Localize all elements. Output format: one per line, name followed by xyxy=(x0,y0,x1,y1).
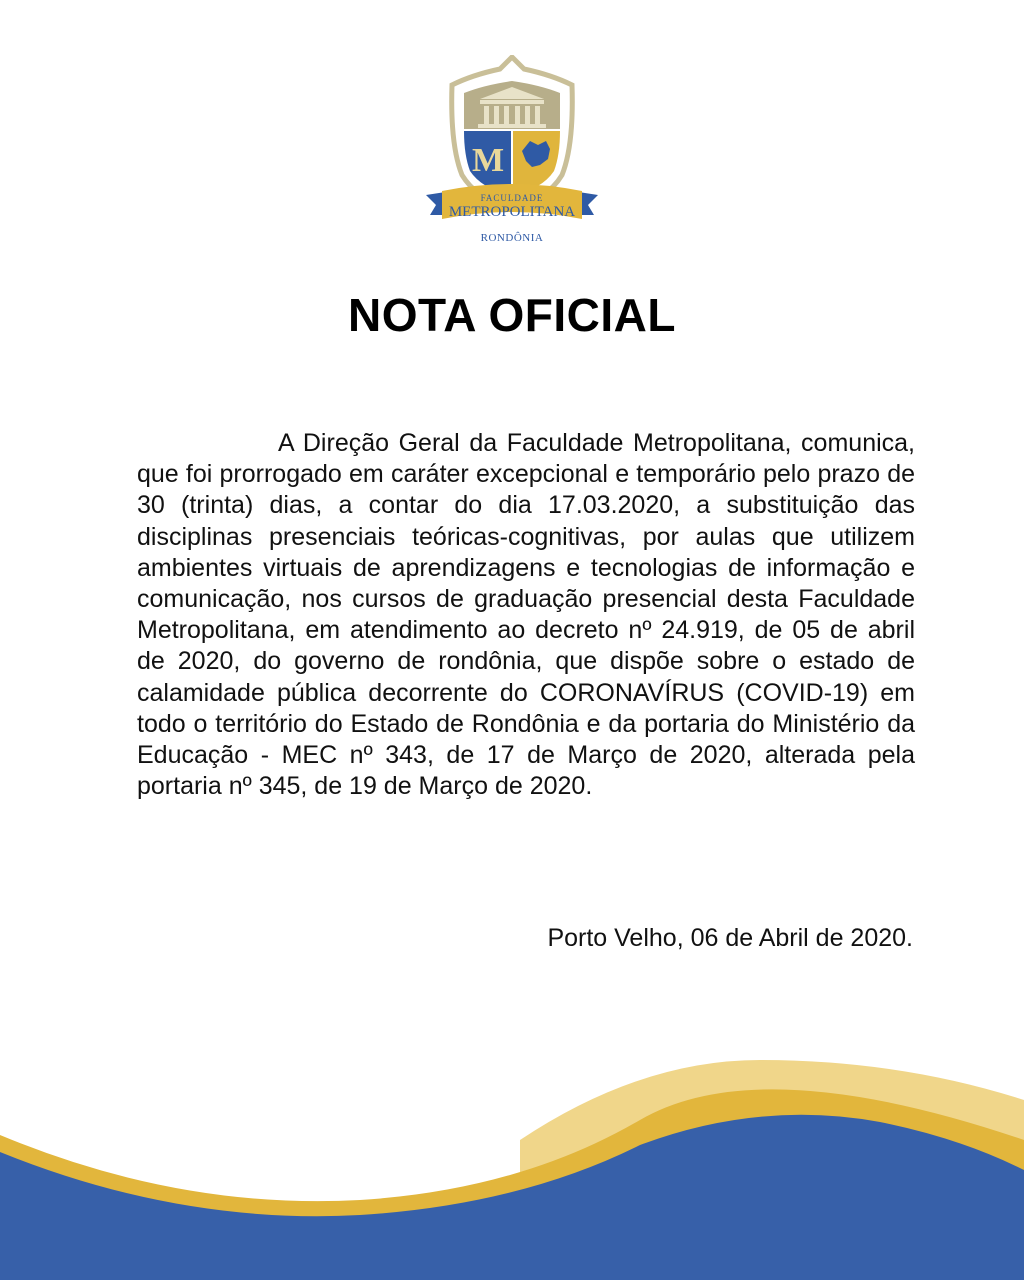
logo-line2: METROPOLITANA xyxy=(448,204,576,220)
monogram: M xyxy=(471,142,505,179)
notice-body: A Direção Geral da Faculdade Metropolitana, comunica, que foi prorrogado em caráter excepcional e temporário pelo prazo de 30 (trinta) dias, a contar do dia 17.03.2020, a substituição das disciplinas presenciais teóricas-cognitivas, por aulas que utilizem ambientes virtuais de aprendizagens e tecnologias de informação e comunicação, nos cursos de graduação presencial desta Faculdade Metropolitana, em atendimento ao decreto nº 24.919, de 05 de abril de 2020, do governo de rondônia, que dispõe sobre o estado de calamidade pública decorrente do CORONAVÍRUS (COVID-19) em todo o território do Estado de Rondônia e da portaria do Ministério da Educação - MEC nº 343, de 17 de Março de 2020, alterada pela portaria nº 345, de 19 de Março de 2020. xyxy=(137,429,915,801)
logo-line3: RONDÔNIA xyxy=(480,232,544,244)
logo-line1: FACULDADE xyxy=(480,193,544,203)
signoff-date: Porto Velho, 06 de Abril de 2020. xyxy=(547,924,913,952)
footer-waves xyxy=(0,1040,1024,1280)
page-title: NOTA OFICIAL xyxy=(348,289,676,341)
faculdade-metropolitana-logo xyxy=(422,55,602,250)
